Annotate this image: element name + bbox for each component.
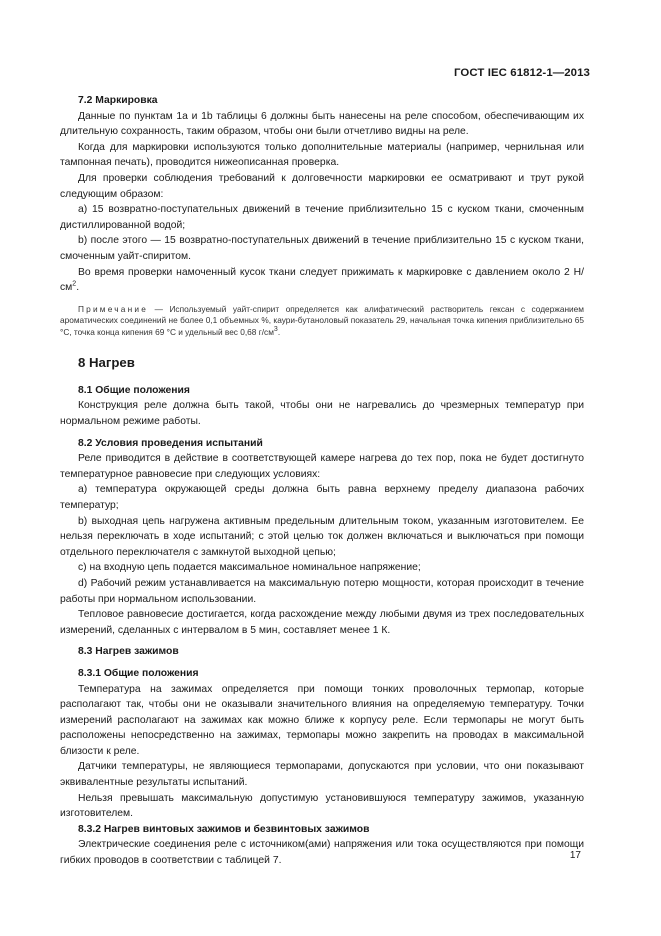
paragraph: Температура на зажимах определяется при помощи тонких проволочных термопар, которые располагают так, чтобы они не оказывали значительного влияния на определяемую температуру. Точки измерений располагают на зажимах как можно ближе к корпусу реле. Если термопары не могут быть расположены непосредственно на зажимах, термопары можно закрепить на проводах в максимальной близости к реле. <box>60 683 584 757</box>
list-item-a: a) 15 возвратно-поступательных движений в течение приблизительно 15 с куском ткани, смоченным дистиллированной водой; <box>60 204 584 231</box>
section-8-3-1-heading: 8.3.1 Общие положения <box>78 667 199 679</box>
note-text: — Используемый уайт-спирит определяется как алифатический растворитель гексан с содержанием ароматических соединений не более 0,1 объемных %, каури-бутаноловый показатель 29, начальная точка кипения приблизительно 65 °С, точка конца кипения 69 °С и удельный вес 0,68 г/см <box>60 303 584 338</box>
list-item-b: b) выходная цепь нагружена активным предельным длительным током, указанным изготовителем. Ее нельзя переключать в ходе испытаний; с этой целью ток должен включаться и выключаться при помощи отдельного переключателя с замкнутой выходной цепью; <box>60 515 584 558</box>
paragraph: Реле приводится в действие в соответствующей камере нагрева до тех пор, пока не будет достигнуто температурное равновесие при следующих условиях: <box>60 453 584 480</box>
section-8-heading: 8 Нагрев <box>78 354 135 370</box>
paragraph-end: . <box>76 282 80 294</box>
paragraph: Нельзя превышать максимальную допустимую установившуюся температуру зажимов, указанную изготовителем. <box>60 792 584 820</box>
paragraph: Тепловое равновесие достигается, когда расхождение между любыми двумя из трех последовательных измерений, сделанных с интервалом в 5 мин, составляет менее 1 К. <box>60 609 584 636</box>
paragraph-text: Во время проверки намоченный кусок ткани следует прижимать к маркировке с давлением около 2 Н/см <box>60 266 584 294</box>
section-8-2-heading: 8.2 Условия проведения испытаний <box>78 437 263 449</box>
paragraph: Данные по пунктам 1a и 1b таблицы 6 должны быть нанесены на реле способом, обеспечивающим их длительную сохранность, таким образом, чтобы они были отчетливо видны на реле. <box>60 110 584 138</box>
page-number: 17 <box>569 850 581 861</box>
list-item-d: d) Рабочий режим устанавливается на максимальную потерю мощности, которая происходит в течение работы при нормальном использовании. <box>60 577 584 605</box>
page-body <box>60 93 584 869</box>
section-8-3-heading: 8.3 Нагрев зажимов <box>78 646 179 658</box>
note-end: . <box>277 327 281 338</box>
paragraph: Датчики температуры, не являющиеся термопарами, допускаются при условии, что они показывают эквивалентные результаты испытаний. <box>60 761 584 789</box>
paragraph: Электрические соединения реле с источником(ами) напряжения или тока осуществляются при помощи гибких проводов в соответствии с таблицей 7. <box>60 839 584 867</box>
list-item-a: a) температура окружающей среды должна быть равна верхнему пределу диапазона рабочих температур; <box>60 484 584 511</box>
section-8-1-heading: 8.1 Общие положения <box>78 384 190 396</box>
superscript: 3 <box>273 326 278 334</box>
document-header-id: ГОСТ IEC 61812-1—2013 <box>453 67 590 79</box>
paragraph: Когда для маркировки используются только дополнительные материалы (например, чернильная или тампонная печать), проводится нижеописанная проверка. <box>60 141 584 169</box>
paragraph: Конструкция реле должна быть такой, чтобы они не нагревались до чрезмерных температур при нормальном режиме работы. <box>60 400 584 428</box>
list-item-c: c) на входную цепь подается максимальное номинальное напряжение; <box>78 562 421 574</box>
list-item-b: b) после этого — 15 возвратно-поступательных движений в течение приблизительно 15 с куском ткани, смоченным уайт-спиритом. <box>60 235 584 262</box>
note-label: Примечание <box>78 303 149 314</box>
note <box>60 304 584 339</box>
paragraph: Для проверки соблюдения требований к долговечности маркировки ее осматривают и трут рукой следующим образом: <box>60 172 584 200</box>
section-8-3-2-heading: 8.3.2 Нагрев винтовых зажимов и безвинтовых зажимов <box>78 823 370 835</box>
paragraph <box>60 265 584 296</box>
section-7-2-heading: 7.2 Маркировка <box>78 95 158 106</box>
superscript: 2 <box>72 280 77 288</box>
